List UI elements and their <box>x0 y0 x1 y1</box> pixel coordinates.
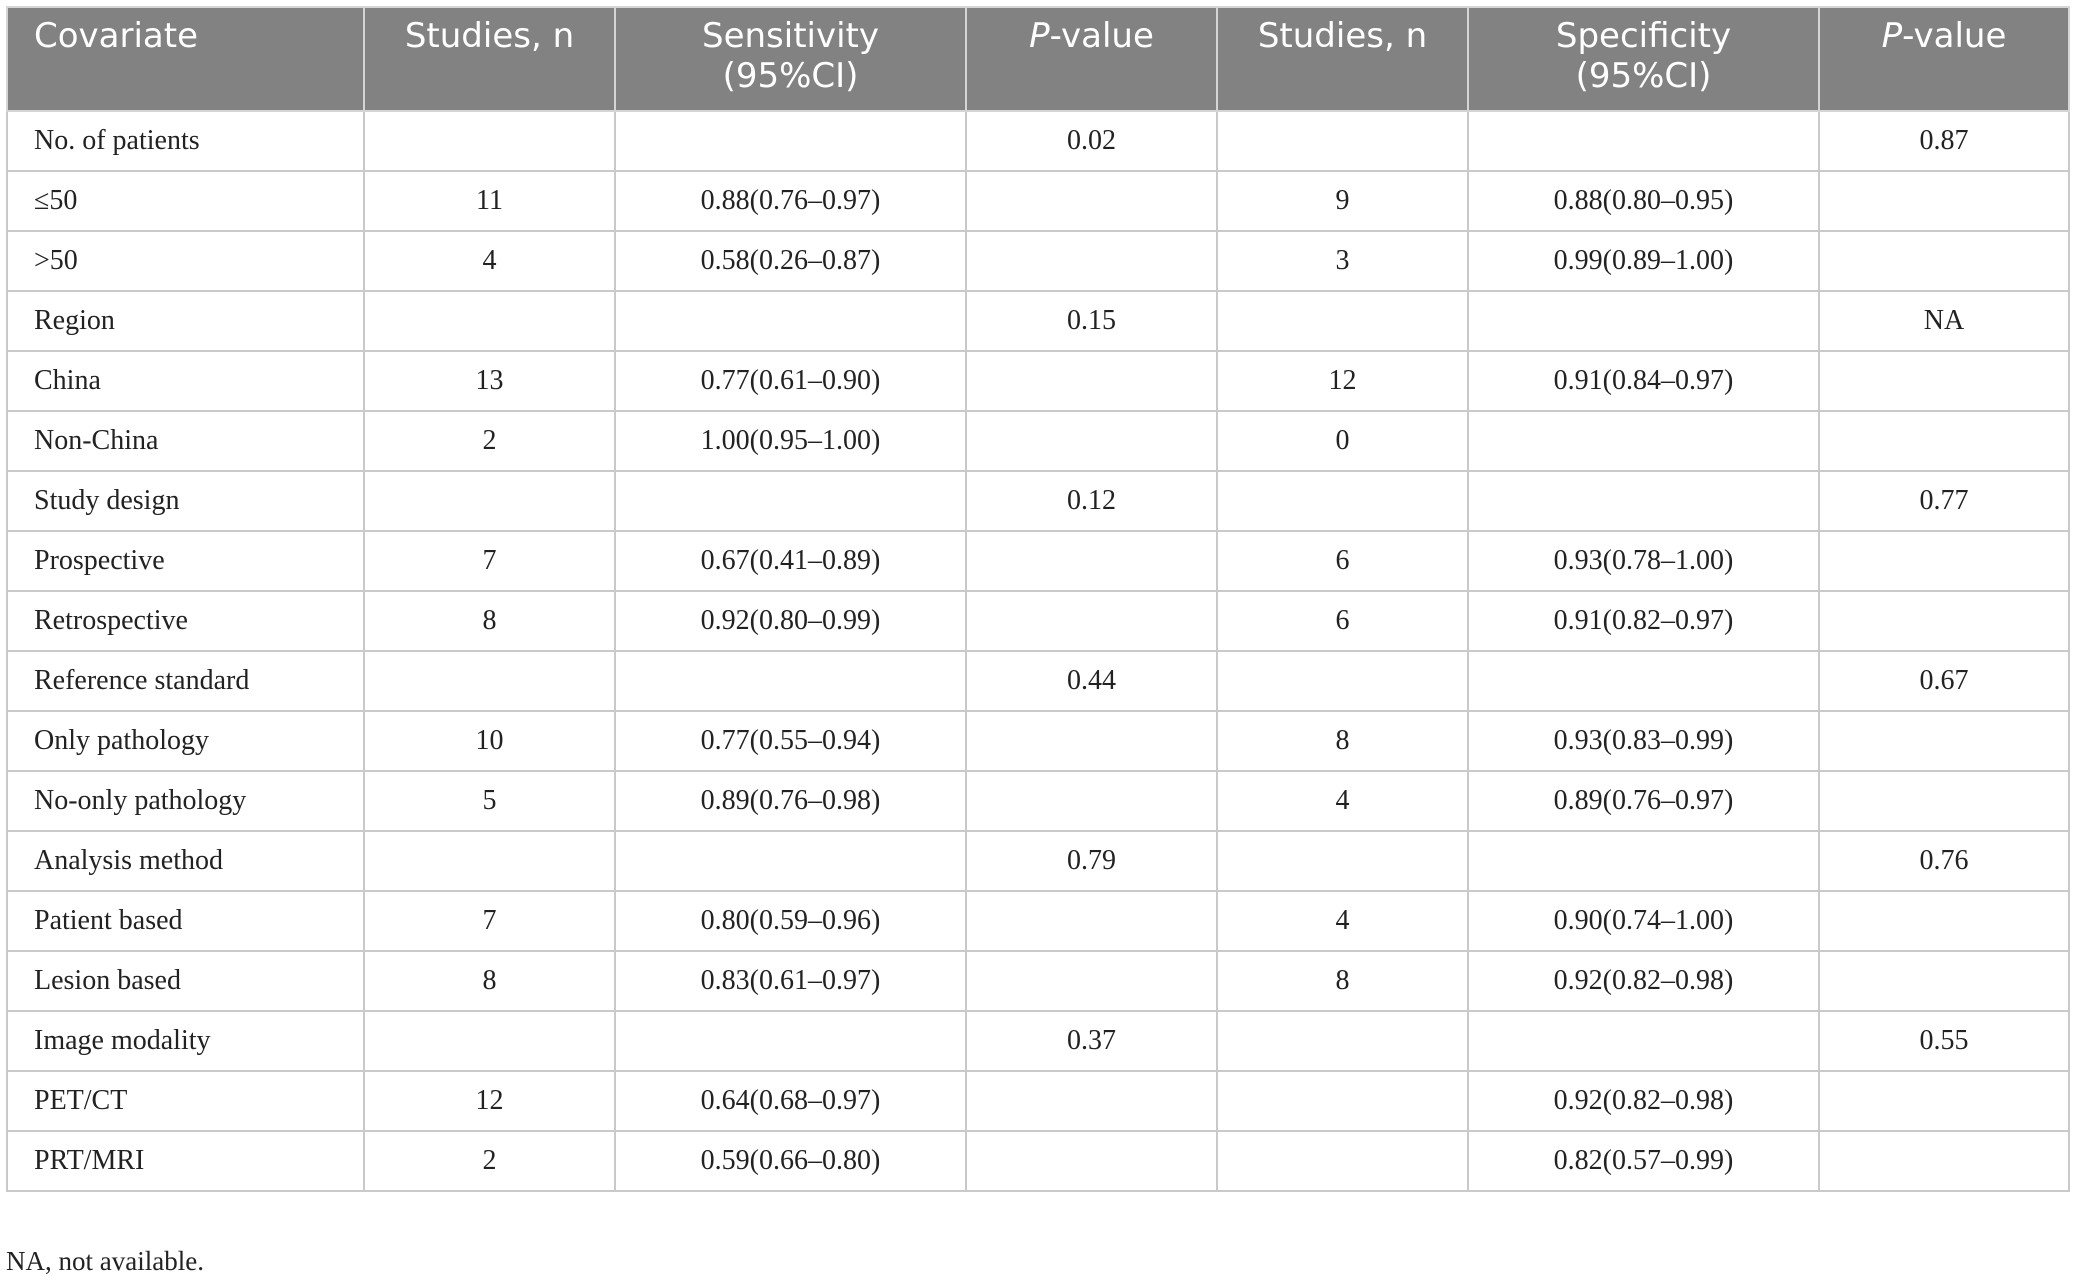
cell-sensitivity <box>615 831 966 891</box>
cell-pvalue-specificity: 0.87 <box>1819 111 2069 171</box>
table-row <box>7 291 2069 351</box>
cell-specificity <box>1468 651 1819 711</box>
cell-covariate: No. of patients <box>7 111 364 171</box>
cell-studies-sensitivity <box>364 471 615 531</box>
cell-studies-sensitivity: 2 <box>364 411 615 471</box>
cell-studies-sensitivity: 7 <box>364 891 615 951</box>
table-row <box>7 1011 2069 1071</box>
header-sensitivity-line2: (95%CI) <box>722 56 859 96</box>
header-pvalue-spec-p: P <box>1881 16 1903 56</box>
header-pvalue-specificity <box>1819 7 2069 111</box>
cell-studies-specificity <box>1217 651 1468 711</box>
table-row <box>7 411 2069 471</box>
cell-sensitivity <box>615 291 966 351</box>
cell-sensitivity: 0.83(0.61–0.97) <box>615 951 966 1011</box>
cell-specificity: 0.92(0.82–0.98) <box>1468 951 1819 1011</box>
cell-pvalue-specificity <box>1819 231 2069 291</box>
cell-specificity: 0.88(0.80–0.95) <box>1468 171 1819 231</box>
cell-studies-specificity <box>1217 471 1468 531</box>
table-row <box>7 951 2069 1011</box>
table-row <box>7 111 2069 171</box>
cell-covariate: Study design <box>7 471 364 531</box>
header-sensitivity-line1: Sensitivity <box>701 16 879 56</box>
table-row <box>7 231 2069 291</box>
cell-sensitivity: 0.64(0.68–0.97) <box>615 1071 966 1131</box>
cell-sensitivity: 0.89(0.76–0.98) <box>615 771 966 831</box>
cell-sensitivity <box>615 1011 966 1071</box>
cell-pvalue-sensitivity <box>966 951 1217 1011</box>
cell-studies-sensitivity: 7 <box>364 531 615 591</box>
cell-pvalue-specificity: 0.55 <box>1819 1011 2069 1071</box>
cell-studies-specificity <box>1217 291 1468 351</box>
cell-sensitivity <box>615 471 966 531</box>
cell-pvalue-sensitivity <box>966 711 1217 771</box>
cell-covariate: ≤50 <box>7 171 364 231</box>
cell-pvalue-specificity <box>1819 411 2069 471</box>
cell-studies-specificity: 6 <box>1217 591 1468 651</box>
cell-covariate: Reference standard <box>7 651 364 711</box>
table-row <box>7 711 2069 771</box>
cell-sensitivity <box>615 111 966 171</box>
cell-pvalue-specificity <box>1819 171 2069 231</box>
cell-sensitivity: 0.92(0.80–0.99) <box>615 591 966 651</box>
cell-sensitivity: 0.58(0.26–0.87) <box>615 231 966 291</box>
cell-pvalue-specificity <box>1819 1131 2069 1191</box>
cell-studies-sensitivity <box>364 1011 615 1071</box>
cell-pvalue-specificity: 0.67 <box>1819 651 2069 711</box>
cell-pvalue-specificity: 0.77 <box>1819 471 2069 531</box>
cell-specificity <box>1468 411 1819 471</box>
cell-studies-specificity: 0 <box>1217 411 1468 471</box>
cell-pvalue-specificity <box>1819 771 2069 831</box>
cell-studies-specificity: 8 <box>1217 711 1468 771</box>
header-studies-specificity: Studies, n <box>1217 7 1468 111</box>
cell-covariate: PRT/MRI <box>7 1131 364 1191</box>
cell-studies-sensitivity: 8 <box>364 951 615 1011</box>
cell-studies-specificity: 4 <box>1217 771 1468 831</box>
cell-covariate: >50 <box>7 231 364 291</box>
cell-sensitivity: 0.67(0.41–0.89) <box>615 531 966 591</box>
cell-specificity: 0.91(0.84–0.97) <box>1468 351 1819 411</box>
cell-covariate: No-only pathology <box>7 771 364 831</box>
cell-specificity: 0.92(0.82–0.98) <box>1468 1071 1819 1131</box>
cell-pvalue-sensitivity <box>966 1131 1217 1191</box>
cell-pvalue-sensitivity: 0.37 <box>966 1011 1217 1071</box>
header-specificity-line2: (95%CI) <box>1575 56 1712 96</box>
subgroup-analysis-table <box>6 6 2070 1192</box>
table-row <box>7 1071 2069 1131</box>
cell-covariate: Analysis method <box>7 831 364 891</box>
table-row <box>7 651 2069 711</box>
cell-specificity: 0.99(0.89–1.00) <box>1468 231 1819 291</box>
cell-studies-specificity: 12 <box>1217 351 1468 411</box>
cell-pvalue-sensitivity: 0.02 <box>966 111 1217 171</box>
cell-covariate: Lesion based <box>7 951 364 1011</box>
cell-studies-specificity: 6 <box>1217 531 1468 591</box>
cell-specificity <box>1468 1011 1819 1071</box>
results-table-container <box>6 6 2068 1192</box>
cell-pvalue-sensitivity: 0.12 <box>966 471 1217 531</box>
cell-specificity: 0.93(0.78–1.00) <box>1468 531 1819 591</box>
cell-sensitivity: 0.59(0.66–0.80) <box>615 1131 966 1191</box>
cell-studies-specificity <box>1217 1071 1468 1131</box>
cell-pvalue-sensitivity <box>966 591 1217 651</box>
header-studies-sensitivity: Studies, n <box>364 7 615 111</box>
header-specificity <box>1468 7 1819 111</box>
cell-pvalue-sensitivity <box>966 1071 1217 1131</box>
cell-sensitivity: 0.88(0.76–0.97) <box>615 171 966 231</box>
cell-sensitivity: 0.77(0.55–0.94) <box>615 711 966 771</box>
cell-pvalue-specificity <box>1819 951 2069 1011</box>
cell-pvalue-specificity: NA <box>1819 291 2069 351</box>
header-pvalue-sensitivity <box>966 7 1217 111</box>
cell-pvalue-specificity <box>1819 351 2069 411</box>
cell-sensitivity <box>615 651 966 711</box>
cell-studies-sensitivity: 5 <box>364 771 615 831</box>
cell-pvalue-specificity <box>1819 531 2069 591</box>
cell-studies-sensitivity: 10 <box>364 711 615 771</box>
cell-pvalue-sensitivity <box>966 531 1217 591</box>
header-pvalue-sens-p: P <box>1029 16 1050 56</box>
cell-sensitivity: 0.77(0.61–0.90) <box>615 351 966 411</box>
table-row <box>7 531 2069 591</box>
table-body <box>7 111 2069 1191</box>
cell-covariate: Patient based <box>7 891 364 951</box>
cell-pvalue-sensitivity: 0.44 <box>966 651 1217 711</box>
table-row <box>7 351 2069 411</box>
header-pvalue-sens-rest: -value <box>1049 16 1154 56</box>
cell-pvalue-sensitivity <box>966 891 1217 951</box>
cell-specificity <box>1468 111 1819 171</box>
cell-studies-specificity: 9 <box>1217 171 1468 231</box>
cell-pvalue-sensitivity: 0.79 <box>966 831 1217 891</box>
cell-studies-specificity: 4 <box>1217 891 1468 951</box>
cell-covariate: Region <box>7 291 364 351</box>
cell-studies-specificity <box>1217 111 1468 171</box>
cell-studies-sensitivity <box>364 831 615 891</box>
cell-specificity: 0.93(0.83–0.99) <box>1468 711 1819 771</box>
cell-pvalue-specificity <box>1819 711 2069 771</box>
cell-sensitivity: 1.00(0.95–1.00) <box>615 411 966 471</box>
cell-studies-specificity <box>1217 1011 1468 1071</box>
cell-specificity: 0.90(0.74–1.00) <box>1468 891 1819 951</box>
cell-covariate: PET/CT <box>7 1071 364 1131</box>
cell-studies-specificity <box>1217 1131 1468 1191</box>
header-specificity-line1: Specificity <box>1555 16 1732 56</box>
cell-covariate: China <box>7 351 364 411</box>
cell-studies-sensitivity <box>364 111 615 171</box>
cell-studies-specificity: 3 <box>1217 231 1468 291</box>
cell-studies-sensitivity <box>364 291 615 351</box>
cell-pvalue-sensitivity <box>966 411 1217 471</box>
cell-studies-sensitivity: 12 <box>364 1071 615 1131</box>
cell-studies-sensitivity: 8 <box>364 591 615 651</box>
table-footnote: NA, not available. <box>6 1246 204 1276</box>
cell-pvalue-sensitivity <box>966 171 1217 231</box>
table-row <box>7 591 2069 651</box>
header-pvalue-spec-rest: -value <box>1902 16 2007 56</box>
cell-specificity <box>1468 471 1819 531</box>
cell-pvalue-sensitivity <box>966 771 1217 831</box>
table-row <box>7 771 2069 831</box>
cell-specificity: 0.91(0.82–0.97) <box>1468 591 1819 651</box>
cell-sensitivity: 0.80(0.59–0.96) <box>615 891 966 951</box>
cell-covariate: Non-China <box>7 411 364 471</box>
cell-pvalue-specificity: 0.76 <box>1819 831 2069 891</box>
cell-specificity: 0.89(0.76–0.97) <box>1468 771 1819 831</box>
cell-covariate: Image modality <box>7 1011 364 1071</box>
cell-studies-sensitivity <box>364 651 615 711</box>
cell-pvalue-specificity <box>1819 591 2069 651</box>
cell-covariate: Retrospective <box>7 591 364 651</box>
cell-pvalue-sensitivity <box>966 351 1217 411</box>
cell-pvalue-sensitivity: 0.15 <box>966 291 1217 351</box>
cell-specificity <box>1468 291 1819 351</box>
table-header-row <box>7 7 2069 111</box>
header-covariate: Covariate <box>7 7 364 111</box>
table-row <box>7 471 2069 531</box>
cell-specificity: 0.82(0.57–0.99) <box>1468 1131 1819 1191</box>
cell-studies-specificity: 8 <box>1217 951 1468 1011</box>
header-sensitivity <box>615 7 966 111</box>
cell-studies-sensitivity: 13 <box>364 351 615 411</box>
cell-studies-sensitivity: 2 <box>364 1131 615 1191</box>
cell-pvalue-sensitivity <box>966 231 1217 291</box>
table-row <box>7 171 2069 231</box>
table-row <box>7 831 2069 891</box>
cell-covariate: Prospective <box>7 531 364 591</box>
cell-covariate: Only pathology <box>7 711 364 771</box>
cell-specificity <box>1468 831 1819 891</box>
table-row <box>7 1131 2069 1191</box>
table-row <box>7 891 2069 951</box>
cell-pvalue-specificity <box>1819 891 2069 951</box>
cell-studies-sensitivity: 4 <box>364 231 615 291</box>
cell-pvalue-specificity <box>1819 1071 2069 1131</box>
cell-studies-sensitivity: 11 <box>364 171 615 231</box>
cell-studies-specificity <box>1217 831 1468 891</box>
